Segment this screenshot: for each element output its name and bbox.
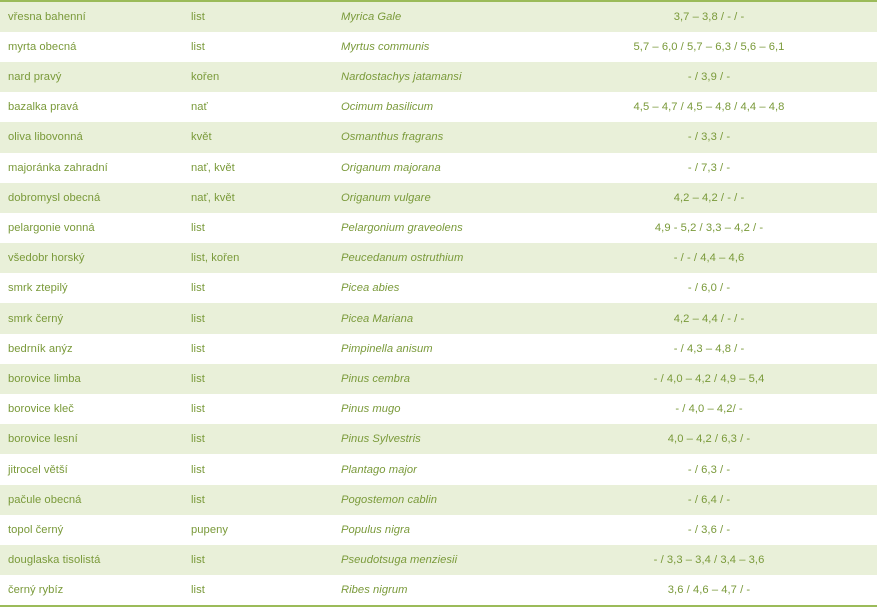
latin-name-cell: Pimpinella anisum — [341, 342, 433, 355]
values-cell: 4,2 – 4,4 / - / - — [673, 312, 745, 325]
common-name-cell: majoránka zahradní — [8, 161, 108, 174]
latin-name-cell: Peucedanum ostruthium — [341, 252, 464, 265]
latin-name-cell: Pinus Sylvestris — [341, 433, 421, 446]
common-name-cell: bazalka pravá — [8, 101, 79, 114]
plant-part-cell: nať — [191, 101, 208, 114]
table-row — [0, 2, 877, 32]
plant-part-cell: list, kořen — [191, 252, 240, 265]
values-cell: 4,0 – 4,2 / 6,3 / - — [667, 433, 751, 446]
plant-part-cell: list — [191, 10, 205, 23]
values-cell: - / 4,0 – 4,2/ - — [675, 403, 743, 416]
latin-name-cell: Ocimum basilicum — [341, 101, 434, 114]
plant-part-cell: list — [191, 222, 205, 235]
common-name-cell: nard pravý — [8, 71, 62, 84]
latin-name-cell: Origanum majorana — [341, 161, 441, 174]
values-cell: - / 6,4 / - — [687, 493, 731, 506]
values-cell: 3,6 / 4,6 – 4,7 / - — [667, 584, 751, 597]
latin-name-cell: Myrtus communis — [341, 40, 430, 53]
common-name-cell: myrta obecná — [8, 40, 77, 53]
common-name-cell: borovice kleč — [8, 403, 74, 416]
common-name-cell: vřesna bahenní — [8, 10, 86, 23]
table-row — [0, 183, 877, 213]
latin-name-cell: Pinus cembra — [341, 372, 410, 385]
common-name-cell: smrk černý — [8, 312, 64, 325]
plant-part-cell: list — [191, 312, 205, 325]
table-row — [0, 62, 877, 92]
latin-name-cell: Origanum vulgare — [341, 191, 431, 204]
values-cell: - / 3,6 / - — [687, 523, 731, 536]
table-row — [0, 92, 877, 122]
values-cell: - / - / 4,4 – 4,6 — [673, 252, 745, 265]
plant-part-cell: list — [191, 433, 205, 446]
values-cell: 4,9 - 5,2 / 3,3 – 4,2 / - — [654, 222, 764, 235]
values-cell: - / 3,3 / - — [687, 131, 731, 144]
common-name-cell: borovice lesní — [8, 433, 78, 446]
values-cell: - / 3,3 – 3,4 / 3,4 – 3,6 — [653, 554, 765, 567]
table-row — [0, 243, 877, 273]
common-name-cell: bedrník anýz — [8, 342, 73, 355]
table-row — [0, 213, 877, 243]
table-row — [0, 575, 877, 605]
common-name-cell: dobromysl obecná — [8, 191, 101, 204]
plant-part-cell: pupeny — [191, 523, 229, 536]
table-row — [0, 545, 877, 575]
values-cell: 3,7 – 3,8 / - / - — [673, 10, 745, 23]
latin-name-cell: Pseudotsuga menziesii — [341, 554, 458, 567]
plant-part-cell: list — [191, 463, 205, 476]
plant-part-cell: list — [191, 554, 205, 567]
table-row — [0, 334, 877, 364]
plant-part-cell: kořen — [191, 71, 220, 84]
table-row — [0, 515, 877, 545]
values-cell: - / 6,0 / - — [687, 282, 731, 295]
common-name-cell: všedobr horský — [8, 252, 85, 265]
common-name-cell: smrk ztepilý — [8, 282, 68, 295]
latin-name-cell: Osmanthus fragrans — [341, 131, 444, 144]
latin-name-cell: Myrica Gale — [341, 10, 402, 23]
plant-part-cell: list — [191, 342, 205, 355]
table-row — [0, 364, 877, 394]
plant-part-cell: nať, květ — [191, 191, 235, 204]
common-name-cell: oliva libovonná — [8, 131, 83, 144]
plant-part-cell: nať, květ — [191, 161, 235, 174]
latin-name-cell: Nardostachys jatamansi — [341, 71, 462, 84]
common-name-cell: douglaska tisolistá — [8, 554, 101, 567]
table-row — [0, 424, 877, 454]
values-cell: 4,2 – 4,2 / - / - — [673, 191, 745, 204]
latin-name-cell: Picea abies — [341, 282, 400, 295]
table-row — [0, 273, 877, 303]
plant-part-cell: list — [191, 40, 205, 53]
latin-name-cell: Picea Mariana — [341, 312, 414, 325]
values-cell: - / 3,9 / - — [687, 71, 731, 84]
plant-part-cell: list — [191, 282, 205, 295]
common-name-cell: borovice limba — [8, 372, 81, 385]
common-name-cell: černý rybíz — [8, 584, 64, 597]
latin-name-cell: Pogostemon cablin — [341, 493, 438, 506]
plant-part-cell: list — [191, 493, 205, 506]
plant-part-cell: list — [191, 372, 205, 385]
plant-part-cell: list — [191, 584, 205, 597]
plant-part-cell: list — [191, 403, 205, 416]
common-name-cell: pačule obecná — [8, 493, 82, 506]
latin-name-cell: Pelargonium graveolens — [341, 222, 463, 235]
values-cell: - / 7,3 / - — [687, 161, 731, 174]
values-cell: - / 4,0 – 4,2 / 4,9 – 5,4 — [653, 372, 765, 385]
latin-name-cell: Ribes nigrum — [341, 584, 408, 597]
table-row — [0, 153, 877, 183]
common-name-cell: pelargonie vonná — [8, 222, 95, 235]
table-row — [0, 303, 877, 333]
latin-name-cell: Plantago major — [341, 463, 417, 476]
plant-part-cell: květ — [191, 131, 212, 144]
table-row — [0, 454, 877, 484]
table-row — [0, 32, 877, 62]
values-cell: 4,5 – 4,7 / 4,5 – 4,8 / 4,4 – 4,8 — [633, 101, 785, 114]
table-row — [0, 485, 877, 515]
table-row — [0, 122, 877, 152]
values-cell: 5,7 – 6,0 / 5,7 – 6,3 / 5,6 – 6,1 — [633, 40, 785, 53]
common-name-cell: topol černý — [8, 523, 64, 536]
latin-name-cell: Populus nigra — [341, 523, 411, 536]
table-row — [0, 394, 877, 424]
values-cell: - / 4,3 – 4,8 / - — [673, 342, 745, 355]
common-name-cell: jitrocel větší — [8, 463, 68, 476]
latin-name-cell: Pinus mugo — [341, 403, 401, 416]
values-cell: - / 6,3 / - — [687, 463, 731, 476]
